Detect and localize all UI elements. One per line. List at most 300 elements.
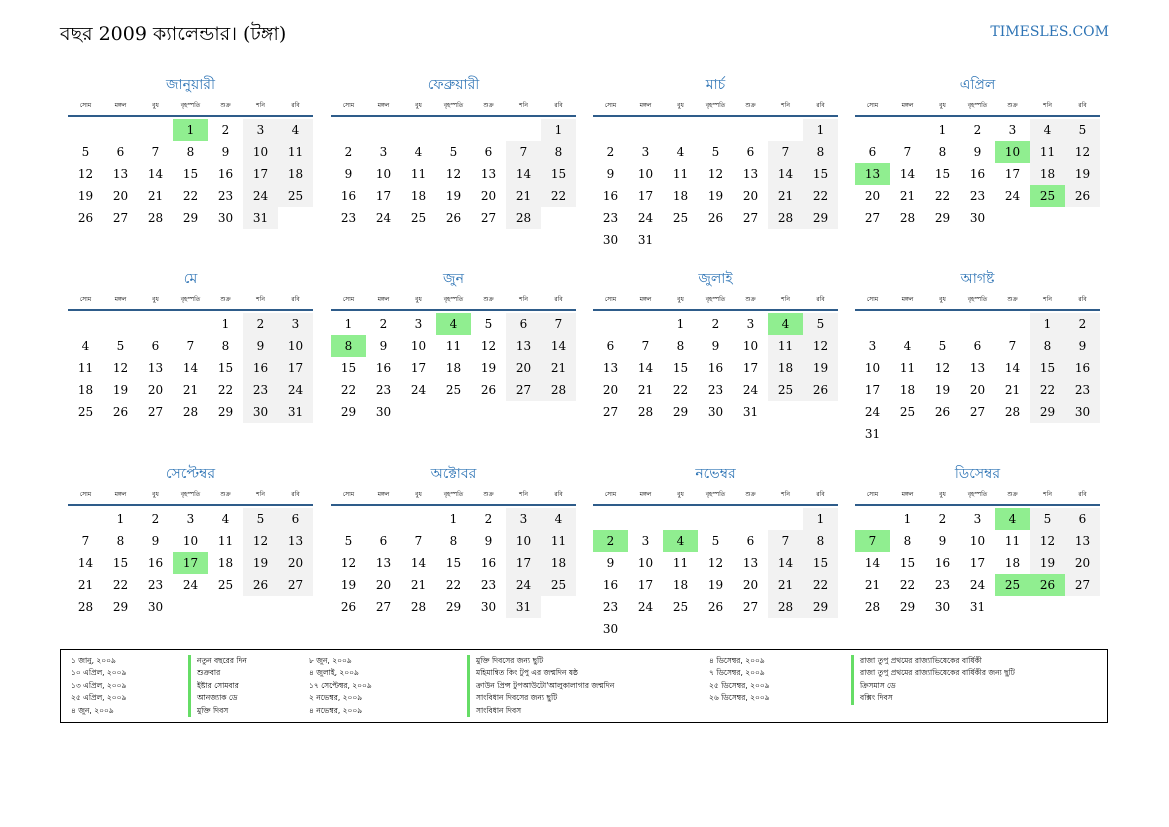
day-cell: 14 — [768, 552, 803, 574]
day-cell: 23 — [375, 383, 392, 397]
day-cell: 8 — [186, 145, 195, 159]
holiday-day-cell: 2 — [593, 530, 628, 552]
weekday-label: বৃহস্পতি — [443, 491, 464, 498]
weekday-label: শনি — [1043, 491, 1052, 498]
day-cell: 12 — [934, 361, 951, 375]
weekday-label: সোম — [79, 102, 92, 109]
empty-cell — [855, 508, 890, 530]
day-cell: 11 — [672, 556, 689, 570]
day-cell: 26 — [1065, 185, 1100, 207]
day-cell: 27 — [112, 211, 129, 225]
day-cell: 29 — [112, 600, 129, 614]
day-cell: 31 — [278, 401, 313, 423]
empty-cell — [698, 508, 733, 530]
day-cell: 10 — [243, 141, 278, 163]
holiday-name: সাংবিধান দিবস — [467, 705, 614, 717]
day-cell: 27 — [742, 211, 759, 225]
day-cell: 2 — [606, 145, 615, 159]
day-cell: 5 — [449, 145, 458, 159]
empty-cell — [733, 119, 768, 141]
empty-cell — [138, 119, 173, 141]
day-cell: 7 — [414, 534, 423, 548]
day-cell: 25 — [278, 185, 313, 207]
day-grid — [593, 508, 838, 640]
day-cell: 17 — [864, 383, 881, 397]
day-cell: 2 — [711, 317, 720, 331]
day-cell: 11 — [899, 361, 916, 375]
day-cell: 21 — [1004, 383, 1021, 397]
day-cell: 1 — [116, 512, 125, 526]
day-cell: 4 — [676, 145, 685, 159]
holiday-name: মুক্তি দিবসের জন্য ছুটি — [467, 655, 614, 667]
day-cell: 13 — [969, 361, 986, 375]
holiday-name: শুক্রবার — [188, 667, 247, 679]
holiday-date: ২৫ ডিসেম্বর, ২০০৯ — [709, 680, 770, 690]
day-cell: 5 — [116, 339, 125, 353]
day-cell: 12 — [77, 167, 94, 181]
day-cell: 18 — [672, 578, 689, 592]
weekday-label: সোম — [342, 296, 355, 303]
empty-cell — [768, 119, 803, 141]
holiday-day-cell: 25 — [1030, 185, 1065, 207]
day-cell: 11 — [217, 534, 234, 548]
day-cell: 29 — [899, 600, 916, 614]
day-cell: 14 — [1004, 361, 1021, 375]
day-cell: 20 — [147, 383, 164, 397]
holiday-name: নতুন বছরের দিন — [188, 655, 247, 667]
day-grid — [331, 313, 576, 423]
empty-cell — [366, 119, 401, 141]
day-cell: 23 — [147, 578, 164, 592]
day-cell: 12 — [803, 335, 838, 357]
day-cell: 25 — [410, 211, 427, 225]
day-cell: 24 — [1004, 189, 1021, 203]
day-cell: 20 — [742, 578, 759, 592]
day-cell: 19 — [707, 578, 724, 592]
day-cell: 6 — [746, 145, 755, 159]
day-cell: 2 — [221, 123, 230, 137]
empty-cell — [173, 313, 208, 335]
empty-cell — [103, 313, 138, 335]
weekday-label: শনি — [781, 491, 790, 498]
day-cell: 31 — [637, 233, 654, 247]
day-cell: 30 — [147, 600, 164, 614]
day-cell: 21 — [864, 578, 881, 592]
day-cell: 20 — [480, 189, 497, 203]
day-cell: 19 — [77, 189, 94, 203]
day-cell: 17 — [506, 552, 541, 574]
holiday-day-cell: 26 — [1030, 574, 1065, 596]
day-cell: 21 — [410, 578, 427, 592]
day-cell: 28 — [77, 600, 94, 614]
day-cell: 16 — [480, 556, 497, 570]
weekday-label: বৃহস্পতি — [443, 102, 464, 109]
day-cell: 12 — [707, 167, 724, 181]
day-cell: 18 — [278, 163, 313, 185]
day-cell: 19 — [480, 361, 497, 375]
weekday-label: মঙ্গল — [901, 296, 914, 303]
month-block — [68, 72, 313, 229]
weekday-label: মঙ্গল — [377, 491, 390, 498]
day-cell: 4 — [81, 339, 90, 353]
weekday-label: সোম — [79, 296, 92, 303]
holiday-name: রাজা তুপু প্রথমের রাজ্যাভিষেকের বার্ষিকী — [851, 655, 1015, 667]
weekday-label: শুক্র — [745, 491, 756, 498]
day-cell: 24 — [637, 600, 654, 614]
day-cell: 3 — [973, 512, 982, 526]
holiday-name: মুক্তি দিবস — [188, 705, 247, 717]
day-cell: 19 — [707, 189, 724, 203]
weekday-label: শনি — [519, 102, 528, 109]
day-cell: 17 — [742, 361, 759, 375]
day-cell: 30 — [243, 401, 278, 423]
day-cell: 12 — [243, 530, 278, 552]
weekday-label: রবি — [1078, 296, 1087, 303]
holiday-day-cell: 17 — [173, 552, 208, 574]
day-cell: 13 — [602, 361, 619, 375]
weekday-label: শুক্র — [1007, 102, 1018, 109]
day-cell: 2 — [379, 317, 388, 331]
day-grid — [331, 119, 576, 229]
day-cell: 13 — [1065, 530, 1100, 552]
holiday-day-cell: 4 — [768, 313, 803, 335]
weekday-label: রবি — [1078, 491, 1087, 498]
day-cell: 10 — [742, 339, 759, 353]
day-cell: 3 — [278, 313, 313, 335]
day-cell: 9 — [711, 339, 720, 353]
empty-cell — [506, 119, 541, 141]
day-grid — [593, 313, 838, 423]
holiday-date: ২৫ এপ্রিল, ২০০৯ — [71, 693, 127, 703]
day-cell: 26 — [934, 405, 951, 419]
day-cell: 19 — [243, 552, 278, 574]
holiday-name: সাংবিধান দিবসের জন্য ছুটি — [467, 692, 614, 704]
day-cell: 13 — [375, 556, 392, 570]
day-cell: 18 — [77, 383, 94, 397]
weekday-label: মঙ্গল — [114, 102, 127, 109]
weekday-label: রবি — [554, 102, 563, 109]
day-cell: 16 — [217, 167, 234, 181]
month-name: জানুয়ারী — [166, 77, 215, 93]
weekday-label: রবি — [291, 491, 300, 498]
day-cell: 1 — [938, 123, 947, 137]
day-cell: 4 — [414, 145, 423, 159]
day-cell: 23 — [217, 189, 234, 203]
holiday-dates-col-3 — [709, 655, 770, 705]
day-cell: 28 — [768, 596, 803, 618]
empty-cell — [925, 313, 960, 335]
day-cell: 29 — [340, 405, 357, 419]
month-block — [593, 72, 838, 251]
day-cell: 5 — [243, 508, 278, 530]
day-cell: 1 — [803, 508, 838, 530]
day-cell: 26 — [243, 574, 278, 596]
day-cell: 31 — [742, 405, 759, 419]
holiday-date: ৪ ডিসেম্বর, ২০০৯ — [709, 656, 765, 665]
day-cell: 20 — [112, 189, 129, 203]
day-cell: 27 — [969, 405, 986, 419]
day-cell: 3 — [414, 317, 423, 331]
holiday-day-cell: 4 — [436, 313, 471, 335]
day-cell: 16 — [340, 189, 357, 203]
day-cell: 25 — [77, 405, 94, 419]
day-cell: 24 — [864, 405, 881, 419]
day-cell: 29 — [934, 211, 951, 225]
holiday-name: আনজ্যাক ডে — [188, 692, 247, 704]
day-cell: 15 — [445, 556, 462, 570]
month-name: মে — [183, 271, 198, 287]
month-block — [593, 461, 838, 640]
day-cell: 6 — [868, 145, 877, 159]
day-cell: 3 — [506, 508, 541, 530]
day-cell: 24 — [637, 211, 654, 225]
weekday-label: বৃহস্পতি — [705, 491, 726, 498]
day-cell: 3 — [243, 119, 278, 141]
weekday-header — [331, 487, 576, 506]
day-cell: 30 — [480, 600, 497, 614]
empty-cell — [663, 119, 698, 141]
day-cell: 17 — [278, 357, 313, 379]
weekday-label: বুধ — [677, 491, 684, 498]
day-cell: 10 — [506, 530, 541, 552]
day-cell: 3 — [186, 512, 195, 526]
day-cell: 8 — [449, 534, 458, 548]
day-cell: 15 — [112, 556, 129, 570]
day-cell: 23 — [340, 211, 357, 225]
day-cell: 2 — [1065, 313, 1100, 335]
day-cell: 14 — [768, 163, 803, 185]
day-cell: 8 — [541, 141, 576, 163]
day-cell: 5 — [484, 317, 493, 331]
weekday-label: মঙ্গল — [901, 491, 914, 498]
day-cell: 7 — [541, 313, 576, 335]
day-cell: 16 — [243, 357, 278, 379]
day-cell: 26 — [112, 405, 129, 419]
holiday-dates-col-1 — [71, 655, 126, 717]
day-cell: 6 — [746, 534, 755, 548]
day-cell: 15 — [182, 167, 199, 181]
empty-cell — [768, 508, 803, 530]
day-grid — [68, 313, 313, 423]
day-cell: 3 — [379, 145, 388, 159]
day-cell: 3 — [868, 339, 877, 353]
day-cell: 21 — [77, 578, 94, 592]
weekday-label: শনি — [256, 296, 265, 303]
weekday-label: শুক্র — [483, 491, 494, 498]
day-cell: 8 — [116, 534, 125, 548]
empty-cell — [593, 313, 628, 335]
day-cell: 16 — [1065, 357, 1100, 379]
month-block — [68, 266, 313, 423]
day-cell: 27 — [864, 211, 881, 225]
weekday-label: শনি — [1043, 102, 1052, 109]
day-cell: 15 — [803, 163, 838, 185]
day-cell: 11 — [768, 335, 803, 357]
day-cell: 10 — [637, 167, 654, 181]
day-cell: 7 — [81, 534, 90, 548]
day-cell: 6 — [506, 313, 541, 335]
weekday-label: রবি — [816, 491, 825, 498]
day-cell: 19 — [1030, 552, 1065, 574]
day-cell: 15 — [803, 552, 838, 574]
day-cell: 1 — [903, 512, 912, 526]
day-cell: 27 — [278, 574, 313, 596]
day-cell: 16 — [602, 578, 619, 592]
holiday-date: ৮ জুন, ২০০৯ — [309, 656, 352, 665]
day-cell: 19 — [934, 383, 951, 397]
month-name: আগষ্ট — [960, 271, 995, 287]
day-cell: 23 — [707, 383, 724, 397]
day-cell: 21 — [182, 383, 199, 397]
empty-cell — [103, 119, 138, 141]
weekday-label: বৃহস্পতি — [180, 296, 201, 303]
day-grid — [855, 313, 1100, 445]
day-cell: 29 — [803, 596, 838, 618]
weekday-label: রবি — [291, 102, 300, 109]
day-cell: 2 — [344, 145, 353, 159]
day-cell: 9 — [606, 556, 615, 570]
day-cell: 3 — [746, 317, 755, 331]
empty-cell — [331, 508, 366, 530]
weekday-header — [68, 487, 313, 506]
day-cell: 1 — [803, 119, 838, 141]
day-cell: 3 — [641, 145, 650, 159]
weekday-label: শুক্র — [483, 102, 494, 109]
weekday-label: শনি — [1043, 296, 1052, 303]
weekday-label: বৃহস্পতি — [180, 102, 201, 109]
day-cell: 31 — [864, 427, 881, 441]
weekday-label: বৃহস্পতি — [705, 296, 726, 303]
holiday-date: ৭ ডিসেম্বর, ২০০৯ — [709, 668, 765, 678]
day-cell: 22 — [182, 189, 199, 203]
weekday-label: সোম — [866, 296, 879, 303]
weekday-label: সোম — [342, 491, 355, 498]
day-cell: 30 — [602, 233, 619, 247]
day-cell: 13 — [506, 335, 541, 357]
month-block — [68, 461, 313, 618]
weekday-label: বুধ — [677, 102, 684, 109]
day-cell: 28 — [541, 379, 576, 401]
day-cell: 21 — [541, 357, 576, 379]
empty-cell — [995, 313, 1030, 335]
day-cell: 4 — [221, 512, 230, 526]
month-block — [855, 461, 1100, 618]
day-cell: 20 — [1065, 552, 1100, 574]
holiday-names-col-1 — [188, 655, 247, 717]
day-cell: 23 — [602, 600, 619, 614]
weekday-label: রবি — [1078, 102, 1087, 109]
day-cell: 17 — [969, 556, 986, 570]
weekday-label: বৃহস্পতি — [705, 102, 726, 109]
day-cell: 15 — [672, 361, 689, 375]
weekday-label: শুক্র — [1007, 296, 1018, 303]
day-cell: 7 — [641, 339, 650, 353]
day-cell: 2 — [243, 313, 278, 335]
day-cell: 24 — [182, 578, 199, 592]
holiday-day-cell: 25 — [995, 574, 1030, 596]
weekday-label: সোম — [604, 296, 617, 303]
weekday-label: বুধ — [152, 102, 159, 109]
weekday-label: শুক্র — [1007, 491, 1018, 498]
day-cell: 1 — [344, 317, 353, 331]
day-cell: 20 — [602, 383, 619, 397]
site-link[interactable]: TIMESLES.COM — [990, 24, 1109, 40]
day-cell: 4 — [1030, 119, 1065, 141]
day-cell: 17 — [243, 163, 278, 185]
day-cell: 29 — [672, 405, 689, 419]
weekday-label: বৃহস্পতি — [967, 296, 988, 303]
weekday-label: বুধ — [415, 102, 422, 109]
day-cell: 12 — [480, 339, 497, 353]
day-cell: 17 — [1004, 167, 1021, 181]
day-cell: 7 — [768, 141, 803, 163]
day-cell: 15 — [541, 163, 576, 185]
day-cell: 17 — [410, 361, 427, 375]
day-cell: 4 — [541, 508, 576, 530]
day-cell: 31 — [506, 596, 541, 618]
day-cell: 13 — [480, 167, 497, 181]
day-cell: 22 — [112, 578, 129, 592]
day-cell: 20 — [278, 552, 313, 574]
holiday-name: ইষ্টার সোমবার — [188, 680, 247, 692]
day-cell: 22 — [672, 383, 689, 397]
weekday-label: বুধ — [152, 296, 159, 303]
day-cell: 22 — [803, 185, 838, 207]
month-name: সেপ্টেম্বর — [165, 466, 216, 482]
day-cell: 6 — [1065, 508, 1100, 530]
month-block — [855, 266, 1100, 445]
day-cell: 26 — [445, 211, 462, 225]
holiday-dates-col-2 — [309, 655, 372, 717]
day-cell: 26 — [707, 211, 724, 225]
holiday-names-col-3 — [851, 655, 1015, 705]
empty-cell — [733, 508, 768, 530]
holiday-day-cell: 8 — [331, 335, 366, 357]
day-cell: 28 — [1004, 405, 1021, 419]
empty-cell — [401, 508, 436, 530]
day-cell: 23 — [934, 578, 951, 592]
weekday-label: শুক্র — [745, 296, 756, 303]
day-cell: 15 — [934, 167, 951, 181]
month-name: এপ্রিল — [959, 77, 996, 93]
weekday-header — [68, 98, 313, 117]
day-cell: 30 — [217, 211, 234, 225]
month-block — [593, 266, 838, 423]
day-cell: 18 — [445, 361, 462, 375]
day-cell: 27 — [480, 211, 497, 225]
weekday-label: বুধ — [939, 491, 946, 498]
day-cell: 13 — [742, 556, 759, 570]
weekday-label: বৃহস্পতি — [967, 491, 988, 498]
day-cell: 28 — [768, 207, 803, 229]
day-cell: 5 — [344, 534, 353, 548]
day-cell: 3 — [641, 534, 650, 548]
day-cell: 25 — [445, 383, 462, 397]
day-cell: 9 — [151, 534, 160, 548]
weekday-label: মঙ্গল — [639, 102, 652, 109]
weekday-label: বুধ — [939, 102, 946, 109]
day-cell: 9 — [938, 534, 947, 548]
day-cell: 15 — [899, 556, 916, 570]
weekday-header — [331, 98, 576, 117]
weekday-label: শনি — [781, 102, 790, 109]
day-cell: 23 — [243, 379, 278, 401]
empty-cell — [960, 313, 995, 335]
day-cell: 9 — [606, 167, 615, 181]
day-cell: 6 — [278, 508, 313, 530]
weekday-label: সোম — [604, 491, 617, 498]
empty-cell — [401, 119, 436, 141]
